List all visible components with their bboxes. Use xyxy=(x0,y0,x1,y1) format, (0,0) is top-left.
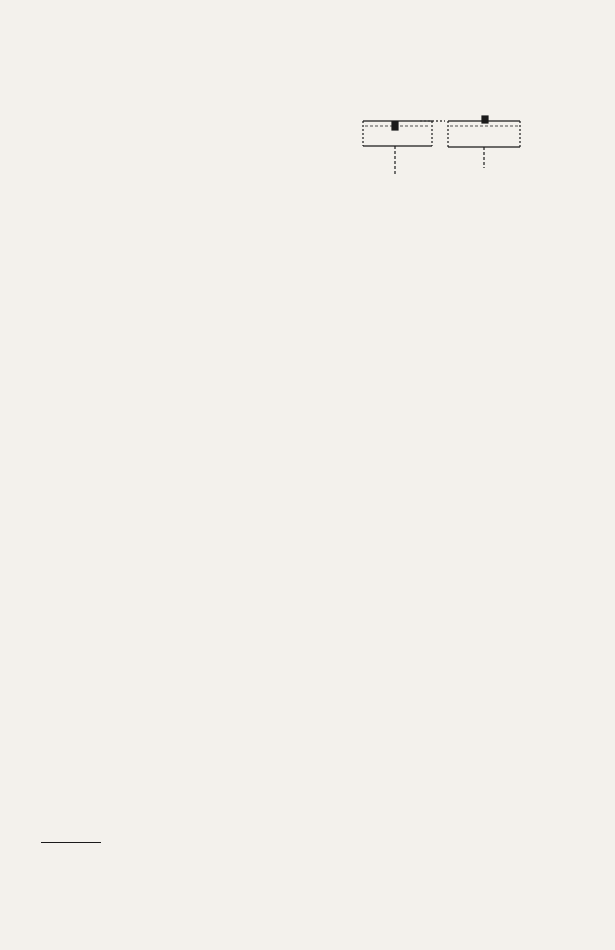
footnote-divider xyxy=(41,842,101,843)
sample-schematic xyxy=(363,116,520,176)
